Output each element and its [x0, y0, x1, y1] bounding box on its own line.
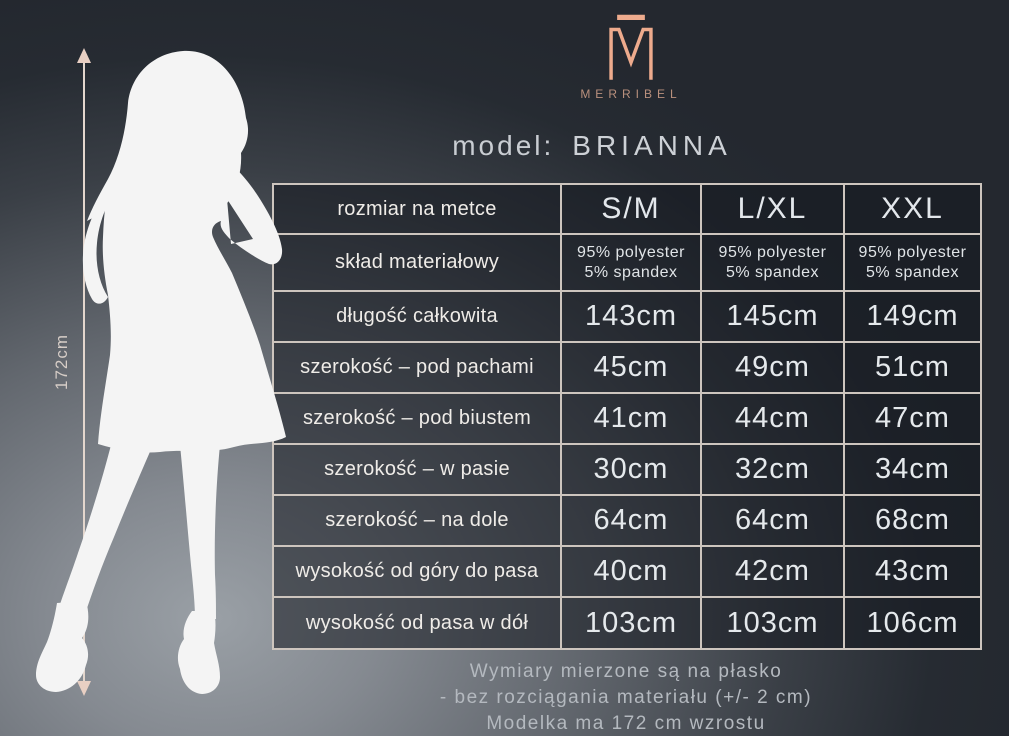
size-value-cell: 103cm — [702, 598, 845, 650]
size-value-cell: 106cm — [845, 598, 982, 650]
size-value-cell: 64cm — [702, 496, 845, 547]
footer-note-line: Modelka ma 172 cm wzrostu — [486, 713, 766, 734]
material-line: 95% polyester — [858, 243, 967, 261]
material-cell — [845, 235, 982, 292]
model-label: model: — [452, 130, 555, 161]
material-line: 95% polyester — [577, 243, 685, 261]
size-value-cell: 40cm — [562, 547, 702, 598]
size-value-cell: 143cm — [562, 292, 702, 343]
height-measure-label: 172cm — [52, 333, 71, 391]
material-line: 5% spandex — [725, 263, 820, 281]
size-value-cell: 64cm — [562, 496, 702, 547]
brand-name: MERRIBEL — [580, 87, 682, 101]
size-column-header: S/M — [562, 185, 702, 235]
size-value-cell: 30cm — [562, 445, 702, 496]
row-label: długość całkowita — [274, 292, 562, 343]
row-label: szerokość – na dole — [274, 496, 562, 547]
size-value-cell: 68cm — [845, 496, 982, 547]
size-value-cell: 44cm — [702, 394, 845, 445]
model-line — [186, 130, 998, 166]
size-value-cell: 149cm — [845, 292, 982, 343]
row-label: skład materiałowy — [274, 235, 562, 292]
material-cell — [562, 235, 702, 292]
material-line: 95% polyester — [718, 243, 827, 261]
model-name: BRIANNA — [572, 130, 732, 161]
material-cell — [702, 235, 845, 292]
size-value-cell: 42cm — [702, 547, 845, 598]
size-value-cell: 49cm — [702, 343, 845, 394]
footer-notes — [242, 659, 1009, 736]
material-line: 5% spandex — [865, 263, 960, 281]
size-value-cell: 45cm — [562, 343, 702, 394]
row-label: szerokość – w pasie — [274, 445, 562, 496]
row-label: wysokość od góry do pasa — [274, 547, 562, 598]
size-value-cell: 43cm — [845, 547, 982, 598]
row-label: szerokość – pod biustem — [274, 394, 562, 445]
row-label: szerokość – pod pachami — [274, 343, 562, 394]
footer-note-line: - bez rozciągania materiału (+/- 2 cm) — [439, 687, 813, 708]
size-value-cell: 41cm — [562, 394, 702, 445]
size-column-header: L/XL — [702, 185, 845, 235]
size-table — [272, 183, 982, 650]
size-value-cell: 47cm — [845, 394, 982, 445]
footer-note-line: Wymiary mierzone są na płasko — [469, 661, 783, 682]
brand-logo — [556, 12, 706, 101]
size-value-cell: 51cm — [845, 343, 982, 394]
row-label: wysokość od pasa w dół — [274, 598, 562, 650]
size-value-cell: 32cm — [702, 445, 845, 496]
table-corner-label: rozmiar na metce — [274, 185, 562, 235]
material-line: 5% spandex — [584, 263, 678, 281]
size-value-cell: 145cm — [702, 292, 845, 343]
size-column-header: XXL — [845, 185, 982, 235]
woman-silhouette-icon — [28, 45, 298, 710]
size-value-cell: 103cm — [562, 598, 702, 650]
size-value-cell: 34cm — [845, 445, 982, 496]
brand-monogram-icon — [605, 12, 657, 80]
